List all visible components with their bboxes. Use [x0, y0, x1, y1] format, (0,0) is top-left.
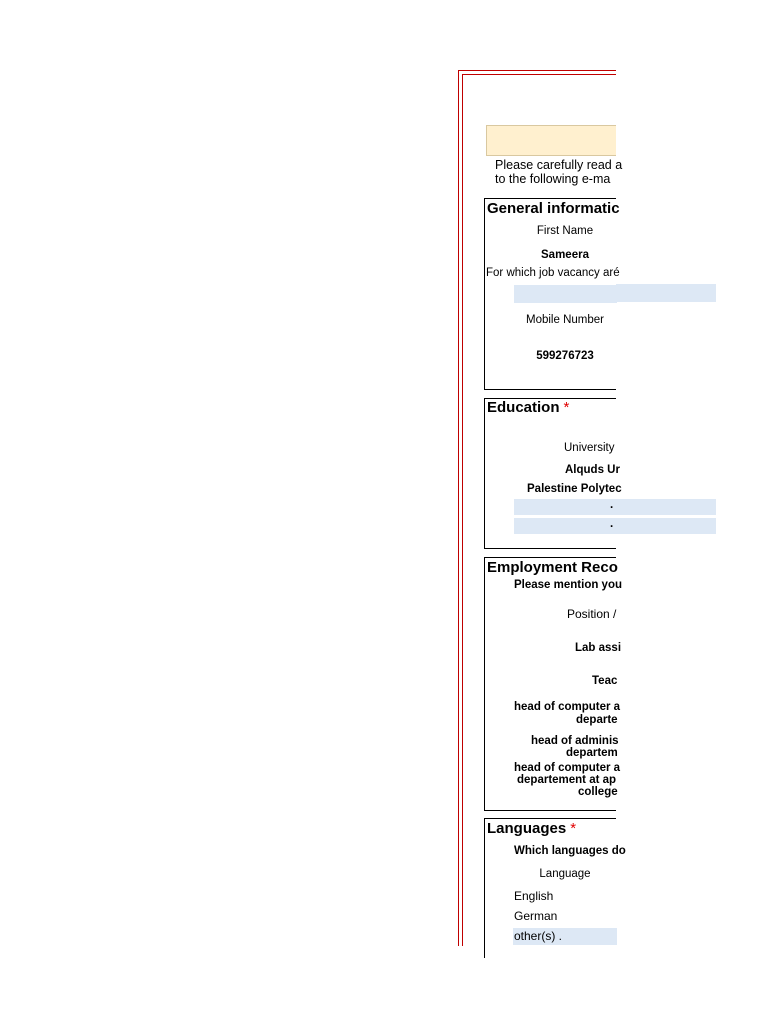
- languages-section: [484, 818, 626, 958]
- position-row-3-line-1[interactable]: head of computer a: [514, 701, 621, 713]
- required-marker: *: [570, 820, 577, 837]
- section-title: [487, 399, 569, 416]
- section-title: Employment Reco: [487, 559, 618, 576]
- first-name-label: First Name: [536, 225, 594, 237]
- position-header: Position /: [567, 607, 617, 621]
- position-row-5-line-2: departement at ap: [517, 774, 617, 786]
- section-title: [487, 820, 576, 837]
- language-header: Language: [539, 868, 591, 880]
- position-row-2[interactable]: Teac: [592, 675, 618, 687]
- university-row-1[interactable]: Alquds Ur: [565, 464, 620, 476]
- employment-records-section: [484, 557, 623, 811]
- employment-instruction: Please mention you: [514, 579, 623, 591]
- required-marker: *: [563, 399, 570, 416]
- position-row-4-line-1[interactable]: head of adminis: [531, 735, 619, 747]
- languages-question: Which languages do: [514, 845, 626, 857]
- language-item-german[interactable]: German: [514, 909, 558, 923]
- row-dot: .: [610, 499, 614, 511]
- position-row-3-line-2: departe: [576, 714, 618, 726]
- language-item-other[interactable]: [513, 928, 617, 945]
- section-title: General informatic: [487, 200, 620, 217]
- intro-line-1: Please carefully read a: [495, 158, 623, 172]
- vacancy-input[interactable]: [514, 285, 617, 303]
- position-row-4-line-2: departem: [566, 747, 618, 759]
- language-item-english[interactable]: English: [514, 889, 554, 903]
- page-frame-top-inner: [462, 74, 616, 75]
- university-row-3-extension[interactable]: [616, 499, 716, 515]
- university-row-4-extension[interactable]: [616, 518, 716, 534]
- mobile-number-value[interactable]: 599276723: [536, 350, 594, 362]
- header-banner: [486, 125, 616, 156]
- education-section: [484, 398, 622, 549]
- page-frame-left-inner: [462, 74, 463, 946]
- university-row-2[interactable]: Palestine Polytec: [527, 483, 622, 495]
- intro-line-2: to the following e-ma: [495, 172, 611, 186]
- row-dot: .: [610, 518, 614, 530]
- languages-title: Languages: [487, 820, 567, 837]
- first-name-value[interactable]: Sameera: [541, 249, 589, 261]
- education-title: Education: [487, 399, 560, 416]
- language-other-label: other(s) .: [514, 929, 563, 943]
- page-frame-left: [458, 70, 459, 946]
- university-header: University: [564, 442, 615, 454]
- position-row-5-line-3: college: [578, 786, 618, 798]
- position-row-1[interactable]: Lab assi: [575, 642, 622, 654]
- university-row-3[interactable]: [514, 499, 617, 515]
- vacancy-question: For which job vacancy aré: [486, 267, 620, 279]
- vacancy-input-extension[interactable]: [616, 284, 716, 302]
- position-row-5-line-1[interactable]: head of computer a: [514, 762, 621, 774]
- intro-text: [495, 158, 623, 186]
- mobile-number-label: Mobile Number: [526, 314, 604, 326]
- general-information-section: [484, 198, 620, 390]
- page-frame-top: [458, 70, 616, 71]
- university-row-4[interactable]: [514, 518, 617, 534]
